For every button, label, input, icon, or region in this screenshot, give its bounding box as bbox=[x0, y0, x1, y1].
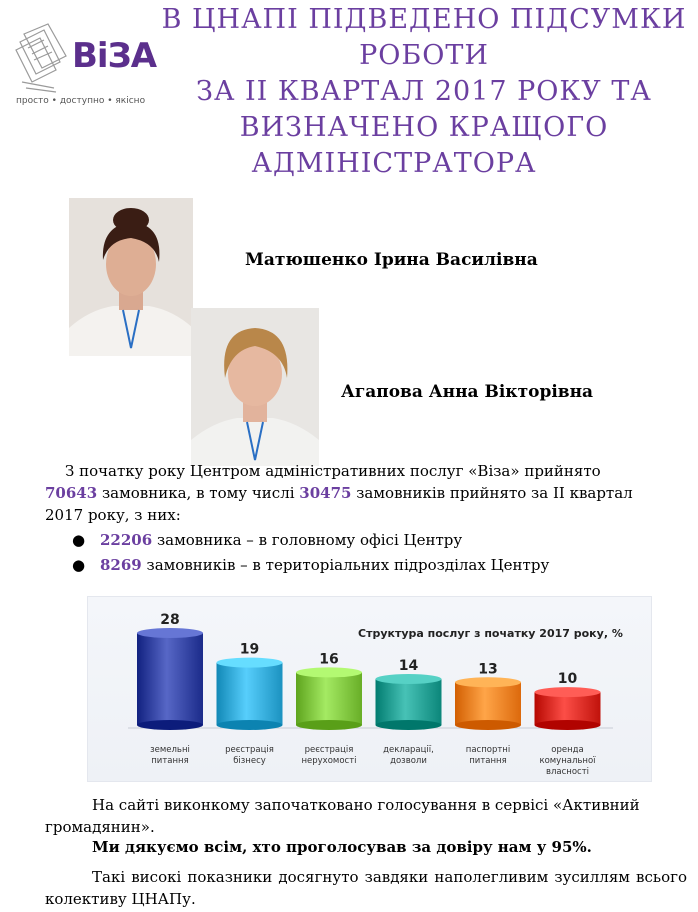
person-name-1: Матюшенко Ірина Василівна bbox=[245, 250, 538, 270]
bullet-icon: ● bbox=[72, 531, 86, 549]
logo-brand: ВіЗА bbox=[72, 36, 157, 76]
chart-bar-base bbox=[535, 720, 601, 730]
chart-bar-body bbox=[376, 679, 442, 725]
portrait-photo-2 bbox=[191, 308, 319, 466]
bullet-list bbox=[72, 528, 549, 578]
chart-bar-base bbox=[455, 720, 521, 730]
title-line: ЗА ІІ КВАРТАЛ 2017 РОКУ ТА bbox=[196, 76, 652, 107]
person-name-2: Агапова Анна Вікторівна bbox=[341, 382, 594, 402]
chart-svg bbox=[88, 597, 651, 781]
chart-category-label: комунальної bbox=[539, 756, 596, 766]
bullet-text: замовника – в головному офісі Центру bbox=[152, 531, 463, 549]
chart-category-label: паспортні bbox=[465, 745, 511, 755]
chart-bar-top bbox=[217, 658, 283, 668]
chart-bar-base bbox=[376, 720, 442, 730]
chart-bar bbox=[376, 674, 442, 730]
services-structure-chart bbox=[87, 596, 652, 782]
chart-category-label: дозволи bbox=[390, 756, 427, 766]
bullet-number: 8269 bbox=[100, 556, 142, 574]
chart-bar-top bbox=[535, 687, 601, 697]
chart-category-label: оренда bbox=[551, 745, 584, 755]
logo-tagline: просто • доступно • якісно bbox=[16, 96, 146, 106]
chart-category-label: бізнесу bbox=[233, 756, 266, 766]
chart-data-label: 14 bbox=[398, 658, 419, 674]
chart-bar bbox=[217, 658, 283, 730]
chart-data-label: 10 bbox=[557, 671, 578, 688]
chart-bar-body bbox=[217, 663, 283, 725]
chart-bar-top bbox=[296, 667, 362, 677]
chart-bar bbox=[137, 628, 203, 730]
chart-data-label: 13 bbox=[478, 661, 498, 678]
chart-category-label: реєстрація bbox=[304, 745, 354, 755]
title-line: АДМІНІСТРАТОРА bbox=[251, 148, 537, 179]
summary-text: замовника, в тому числі bbox=[97, 484, 300, 502]
summary-text: замовників прийнято за ІІ квартал 2017 року, з них: bbox=[45, 484, 633, 524]
chart-title: Структура послуг з початку 2017 року, % bbox=[358, 627, 623, 640]
chart-bar-top bbox=[455, 677, 521, 687]
chart-bar-base bbox=[296, 720, 362, 730]
chart-bar bbox=[535, 687, 601, 730]
chart-bar-body bbox=[455, 682, 521, 725]
bullet-icon: ● bbox=[72, 556, 86, 574]
page-title bbox=[150, 2, 698, 182]
chart-data-label: 16 bbox=[319, 651, 339, 668]
title-line: ВИЗНАЧЕНО КРАЩОГО bbox=[239, 112, 609, 143]
title-line: В ЦНАПІ ПІДВЕДЕНО ПІДСУМКИ bbox=[161, 4, 687, 35]
title-line: РОБОТИ bbox=[359, 40, 489, 71]
chart-bar-body bbox=[296, 672, 362, 725]
chart-bar bbox=[455, 677, 521, 730]
summary-text: З початку року Центром адміністративних послуг «Віза» прийнято bbox=[65, 462, 601, 480]
closing-paragraph: Такі високі показники досягнуто завдяки наполегливим зусиллям всього колективу ЦНАПу. bbox=[45, 868, 687, 908]
bullet-text: замовників – в територіальних підрозділах Центру bbox=[141, 556, 550, 574]
chart-bar-base bbox=[217, 720, 283, 730]
chart-category-label: земельні bbox=[150, 745, 190, 755]
voting-paragraph: На сайті виконкому започатковано голосування в сервісі «Активний громадянин». bbox=[45, 796, 640, 836]
thanks-text: Ми дякуємо всім, хто проголосував за довіру нам у 95%. bbox=[92, 838, 592, 856]
portrait-photo-1 bbox=[69, 198, 193, 356]
chart-data-label: 19 bbox=[239, 641, 260, 658]
chart-category-label: питання bbox=[151, 756, 189, 766]
chart-data-label: 28 bbox=[160, 612, 180, 628]
list-item bbox=[72, 528, 549, 553]
viza-logo bbox=[14, 22, 157, 112]
chart-category-label: власності bbox=[545, 767, 590, 777]
chart-category-label: декларації, bbox=[383, 745, 434, 755]
chart-bar-base bbox=[137, 720, 203, 730]
chart-bar-top bbox=[376, 674, 442, 684]
bullet-number: 22206 bbox=[100, 531, 153, 549]
chart-category-label: реєстрація bbox=[225, 745, 274, 755]
chart-bar-top bbox=[137, 628, 203, 638]
chart-bar-body bbox=[137, 633, 203, 725]
chart-category-label: питання bbox=[469, 756, 507, 766]
summary-paragraph bbox=[45, 460, 657, 526]
quarter-customers-number: 30475 bbox=[299, 484, 352, 502]
chart-bar bbox=[296, 667, 362, 730]
document-stack-icon bbox=[14, 22, 74, 94]
chart-category-label: нерухомості bbox=[301, 756, 357, 766]
total-customers-number: 70643 bbox=[45, 484, 98, 502]
list-item bbox=[72, 553, 549, 578]
